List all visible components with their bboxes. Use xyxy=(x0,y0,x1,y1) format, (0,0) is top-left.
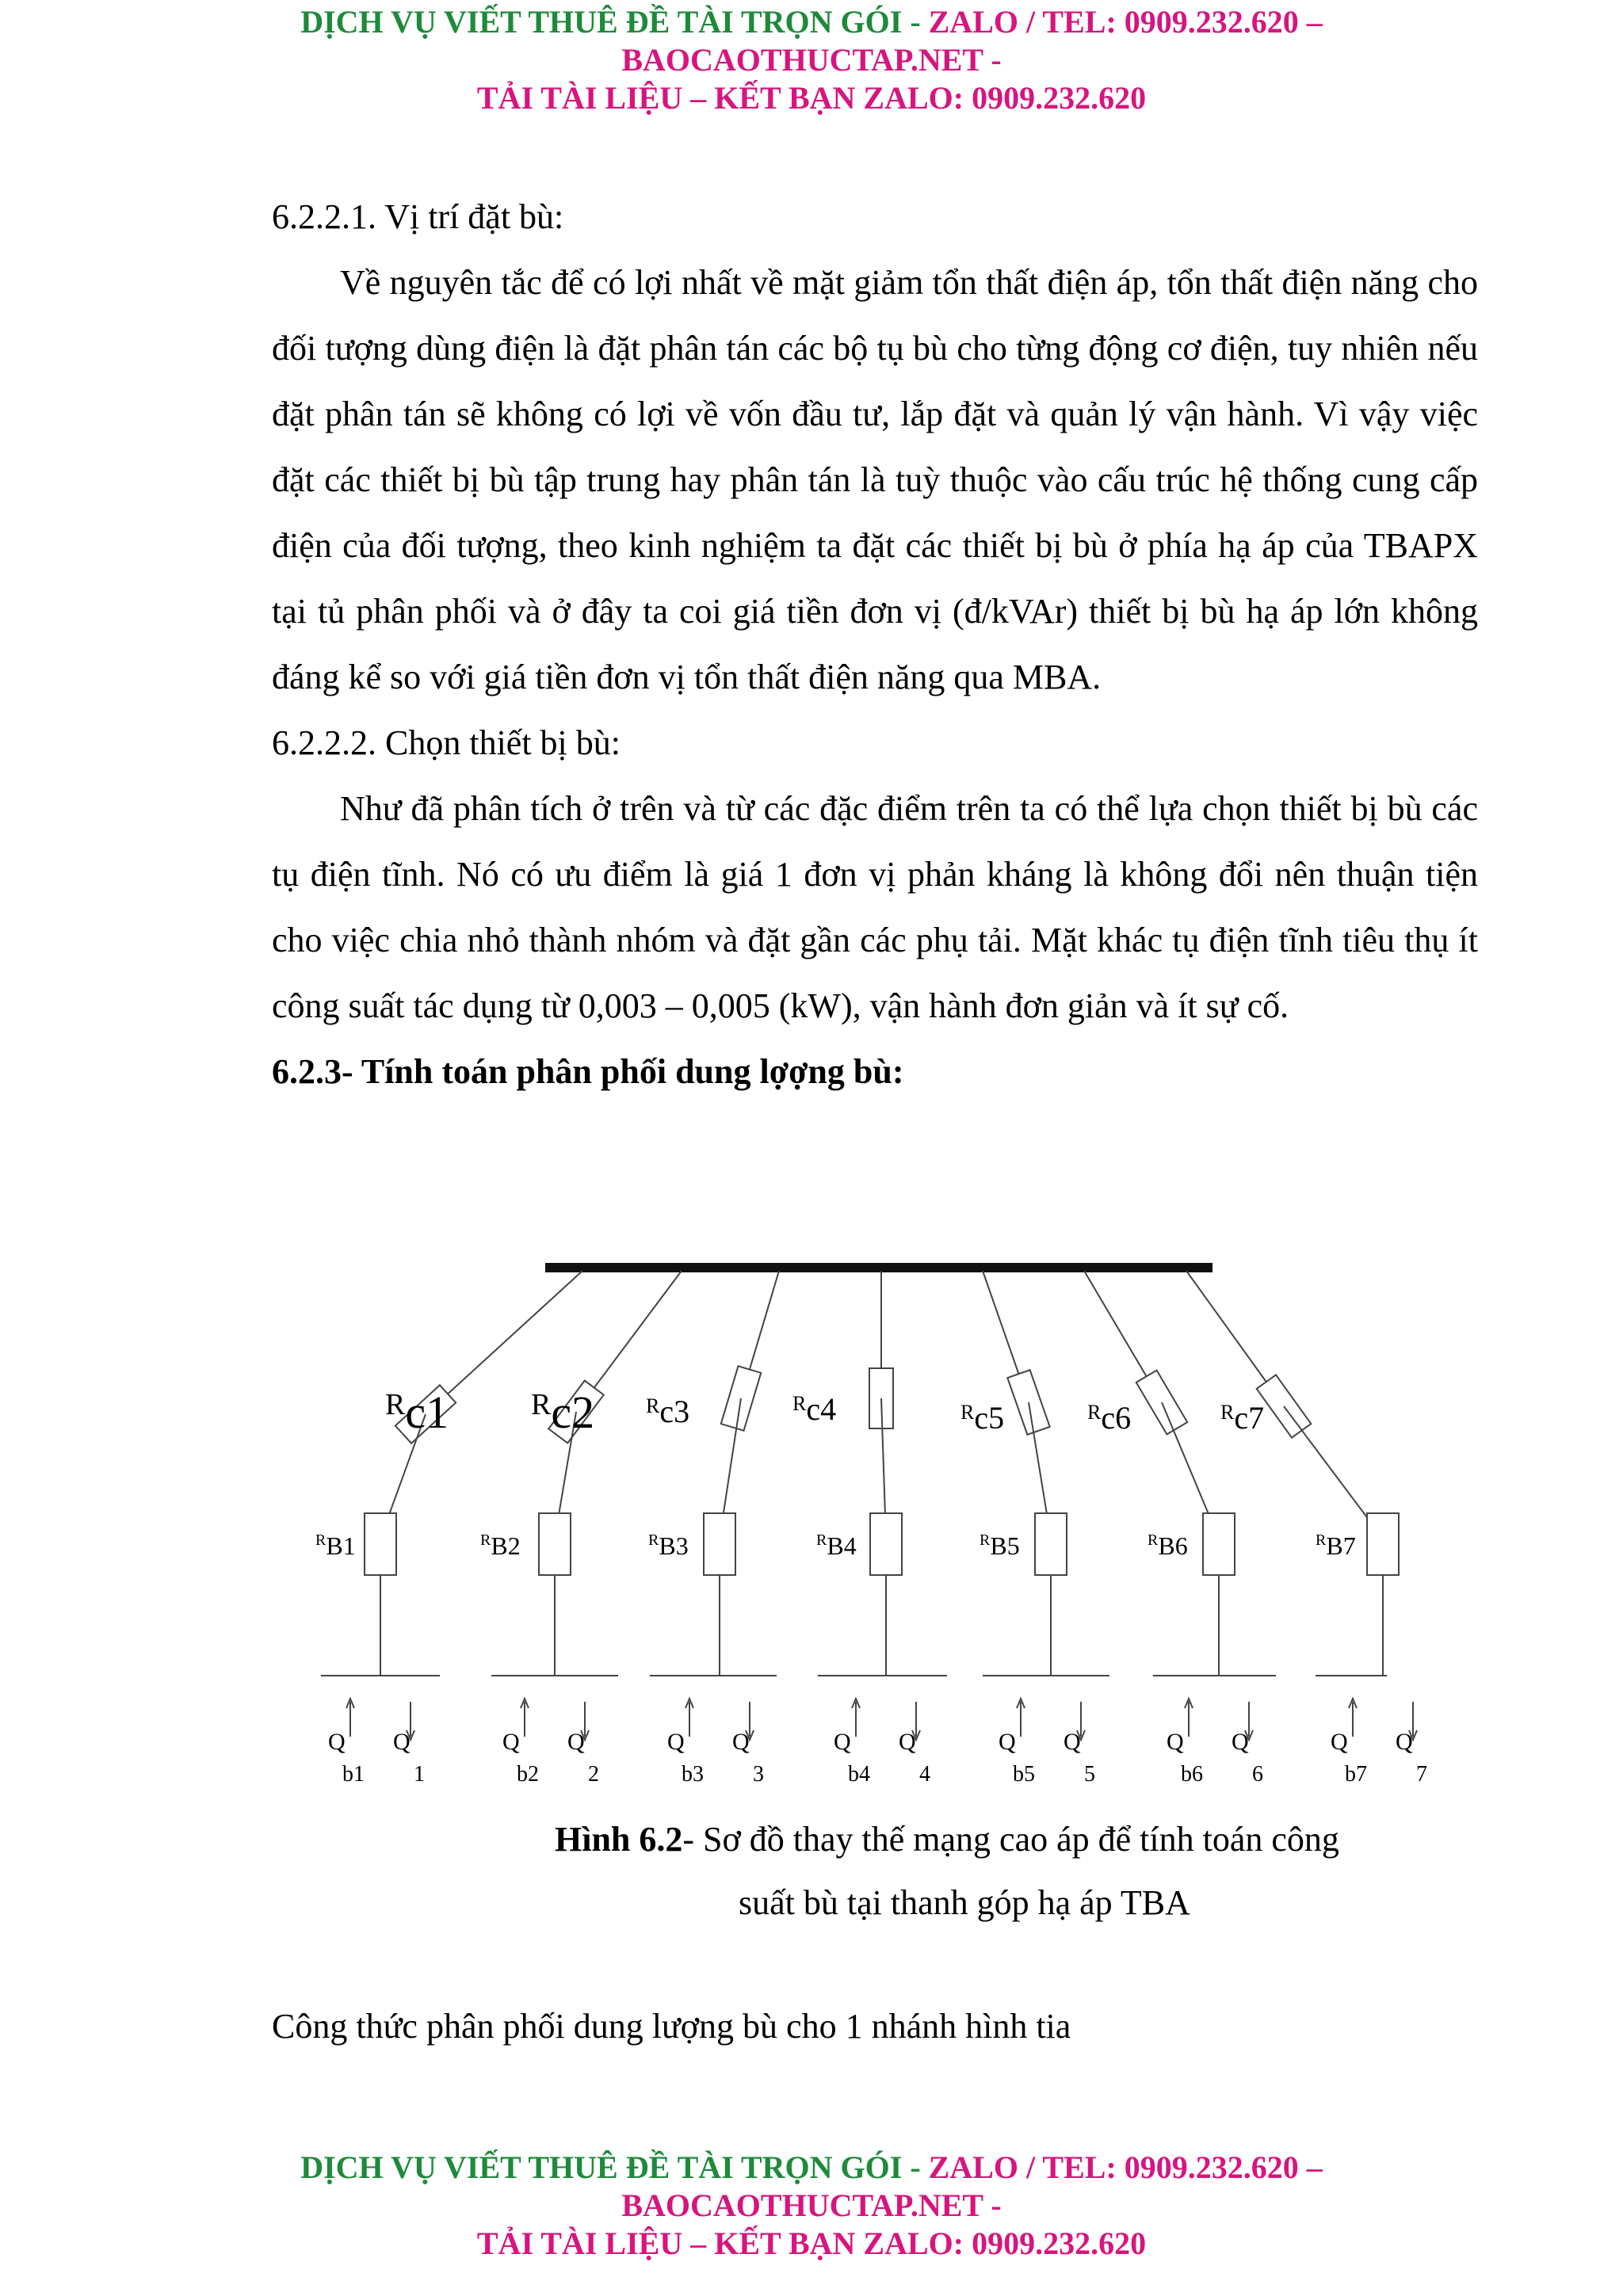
rc-label-3: $^R$c3 xyxy=(646,1394,690,1429)
banner-contact-text: ZALO / TEL: 0909.232.620 – xyxy=(928,4,1323,40)
q-letter-3: Q xyxy=(732,1729,750,1755)
header-banner xyxy=(0,3,1623,117)
transformer-resistor-rb2 xyxy=(539,1513,571,1575)
q-letter-4: Q xyxy=(899,1729,916,1755)
rb-label-2: $^R$B2 xyxy=(480,1531,521,1560)
qb-letter-5: Q xyxy=(999,1729,1016,1755)
section-heading-6-2-2-1: 6.2.2.1. Vị trí đặt bù: xyxy=(272,197,564,236)
q-subscript-1: 1 xyxy=(414,1762,425,1787)
compensation-network-diagram xyxy=(0,1244,1623,1798)
caption-figure-number: Hình 6.2 xyxy=(555,1820,683,1859)
caption-line-1 xyxy=(555,1808,1506,1871)
rb-label-4: $^R$B4 xyxy=(816,1531,857,1560)
qb-letter-4: Q xyxy=(834,1729,851,1755)
rc-label-2: $^R$c2 xyxy=(531,1386,595,1438)
q-subscript-6: 6 xyxy=(1252,1762,1263,1787)
qb-subscript-2: b2 xyxy=(517,1762,539,1787)
banner-line-1 xyxy=(0,3,1623,41)
q-subscript-7: 7 xyxy=(1416,1762,1427,1787)
rc-label-1: $^R$c1 xyxy=(385,1386,449,1438)
transformer-resistor-rb1 xyxy=(365,1513,396,1575)
banner-website: BAOCAOTHUCTAP.NET - xyxy=(621,42,1002,78)
section-heading-6-2-3: 6.2.3- Tính toán phân phối dung lợợng bù: xyxy=(272,1052,904,1091)
section-heading-6-2-2-2: 6.2.2.2. Chọn thiết bị bù: xyxy=(272,723,621,762)
rc-label-6: $^R$c6 xyxy=(1087,1400,1132,1436)
qb-letter-7: Q xyxy=(1331,1729,1348,1755)
rb-label-3: $^R$B3 xyxy=(648,1531,689,1560)
q-letter-1: Q xyxy=(393,1729,411,1755)
qb-letter-3: Q xyxy=(667,1729,685,1755)
transformer-resistor-rb4 xyxy=(870,1513,902,1575)
qb-subscript-3: b3 xyxy=(682,1762,704,1787)
paragraph-location: Về nguyên tắc để có lợi nhất về mặt giảm tổn thất điện áp, tổn thất điện năng cho đối tượng dùng điện là đặt phân tán các bộ tụ bù cho từng động cơ điện, tuy nhiên nếu đặt phân tán sẽ không có lợi về vốn đầu tư, lắp đặt và quản lý vận hành. Vì vậy việc đặt các thiết bị bù tập trung hay phân tán là tuỳ thuộc vào cấu trúc hệ thống cung cấp điện của đối tượng, theo kinh nghiệm ta đặt các thiết bị bù ở phía hạ áp của TBAPX tại tủ phân phối và ở đây ta coi giá tiền đơn vị (đ/kVAr) thiết bị bù hạ áp lớn không đáng kể so với giá tiền đơn vị tổn thất điện năng qua MBA. xyxy=(272,263,1478,696)
footer-contact-text: ZALO / TEL: 0909.232.620 – xyxy=(928,2149,1323,2185)
caption-text-1: - Sơ đồ thay thế mạng cao áp để tính toán công xyxy=(682,1820,1339,1859)
qb-subscript-4: b4 xyxy=(848,1762,870,1787)
qb-subscript-7: b7 xyxy=(1345,1762,1367,1787)
caption-text-2: suất bù tại thanh góp hạ áp TBA xyxy=(739,1883,1190,1922)
q-letter-5: Q xyxy=(1064,1729,1081,1755)
paragraph-device-choice: Như đã phân tích ở trên và từ các đặc điểm trên ta có thể lựa chọn thiết bị bù các tụ điện tĩnh. Nó có ưu điểm là giá 1 đơn vị phản kháng là không đổi nên thuận tiện cho việc chia nhỏ thành nhóm và đặt gần các phụ tải. Mặt khác tụ điện tĩnh tiêu thụ ít công suất tác dụng từ 0,003 – 0,005 (kW), vận hành đơn giản và ít sự cố. xyxy=(272,789,1478,1025)
rc-label-4: $^R$c4 xyxy=(792,1391,837,1427)
q-subscript-5: 5 xyxy=(1084,1762,1095,1787)
footer-download-text: TẢI TÀI LIỆU – KẾT BẠN ZALO: 0909.232.620 xyxy=(476,2225,1147,2261)
qb-subscript-5: b5 xyxy=(1013,1762,1035,1787)
qb-letter-2: Q xyxy=(502,1729,520,1755)
rc-label-5: $^R$c5 xyxy=(960,1400,1005,1436)
figure-caption xyxy=(555,1808,1506,1935)
qb-subscript-6: b6 xyxy=(1181,1762,1203,1787)
q-subscript-4: 4 xyxy=(919,1762,930,1787)
transformer-resistor-rb5 xyxy=(1035,1513,1067,1575)
document-body xyxy=(272,184,1478,1104)
formula-intro-text: Công thức phân phối dung lượng bù cho 1 nhánh hình tia xyxy=(272,2007,1071,2046)
transformer-resistor-rb6 xyxy=(1203,1513,1235,1575)
banner-download-text: TẢI TÀI LIỆU – KẾT BẠN ZALO: 0909.232.620 xyxy=(476,80,1147,116)
q-letter-6: Q xyxy=(1232,1729,1249,1755)
q-subscript-3: 3 xyxy=(753,1762,764,1787)
rb-label-6: $^R$B6 xyxy=(1148,1531,1188,1560)
footer-service-text: DỊCH VỤ VIẾT THUÊ ĐỀ TÀI TRỌN GÓI - xyxy=(300,2149,921,2185)
transformer-resistor-rb7 xyxy=(1367,1513,1399,1575)
footer-banner xyxy=(0,2149,1623,2263)
rc-label-7: $^R$c7 xyxy=(1220,1400,1265,1436)
transformer-resistor-rb3 xyxy=(704,1513,735,1575)
qb-subscript-1: b1 xyxy=(342,1762,365,1787)
rb-label-5: $^R$B5 xyxy=(980,1531,1020,1560)
q-letter-7: Q xyxy=(1396,1729,1413,1755)
q-subscript-2: 2 xyxy=(588,1762,599,1787)
rb-label-7: $^R$B7 xyxy=(1316,1531,1356,1560)
banner-service-text: DỊCH VỤ VIẾT THUÊ ĐỀ TÀI TRỌN GÓI - xyxy=(300,4,921,40)
rb-label-1: $^R$B1 xyxy=(315,1531,356,1560)
footer-website: BAOCAOTHUCTAP.NET - xyxy=(621,2187,1002,2223)
qb-letter-6: Q xyxy=(1167,1729,1184,1755)
qb-letter-1: Q xyxy=(328,1729,346,1755)
footer-line-1 xyxy=(0,2149,1623,2187)
q-letter-2: Q xyxy=(567,1729,585,1755)
